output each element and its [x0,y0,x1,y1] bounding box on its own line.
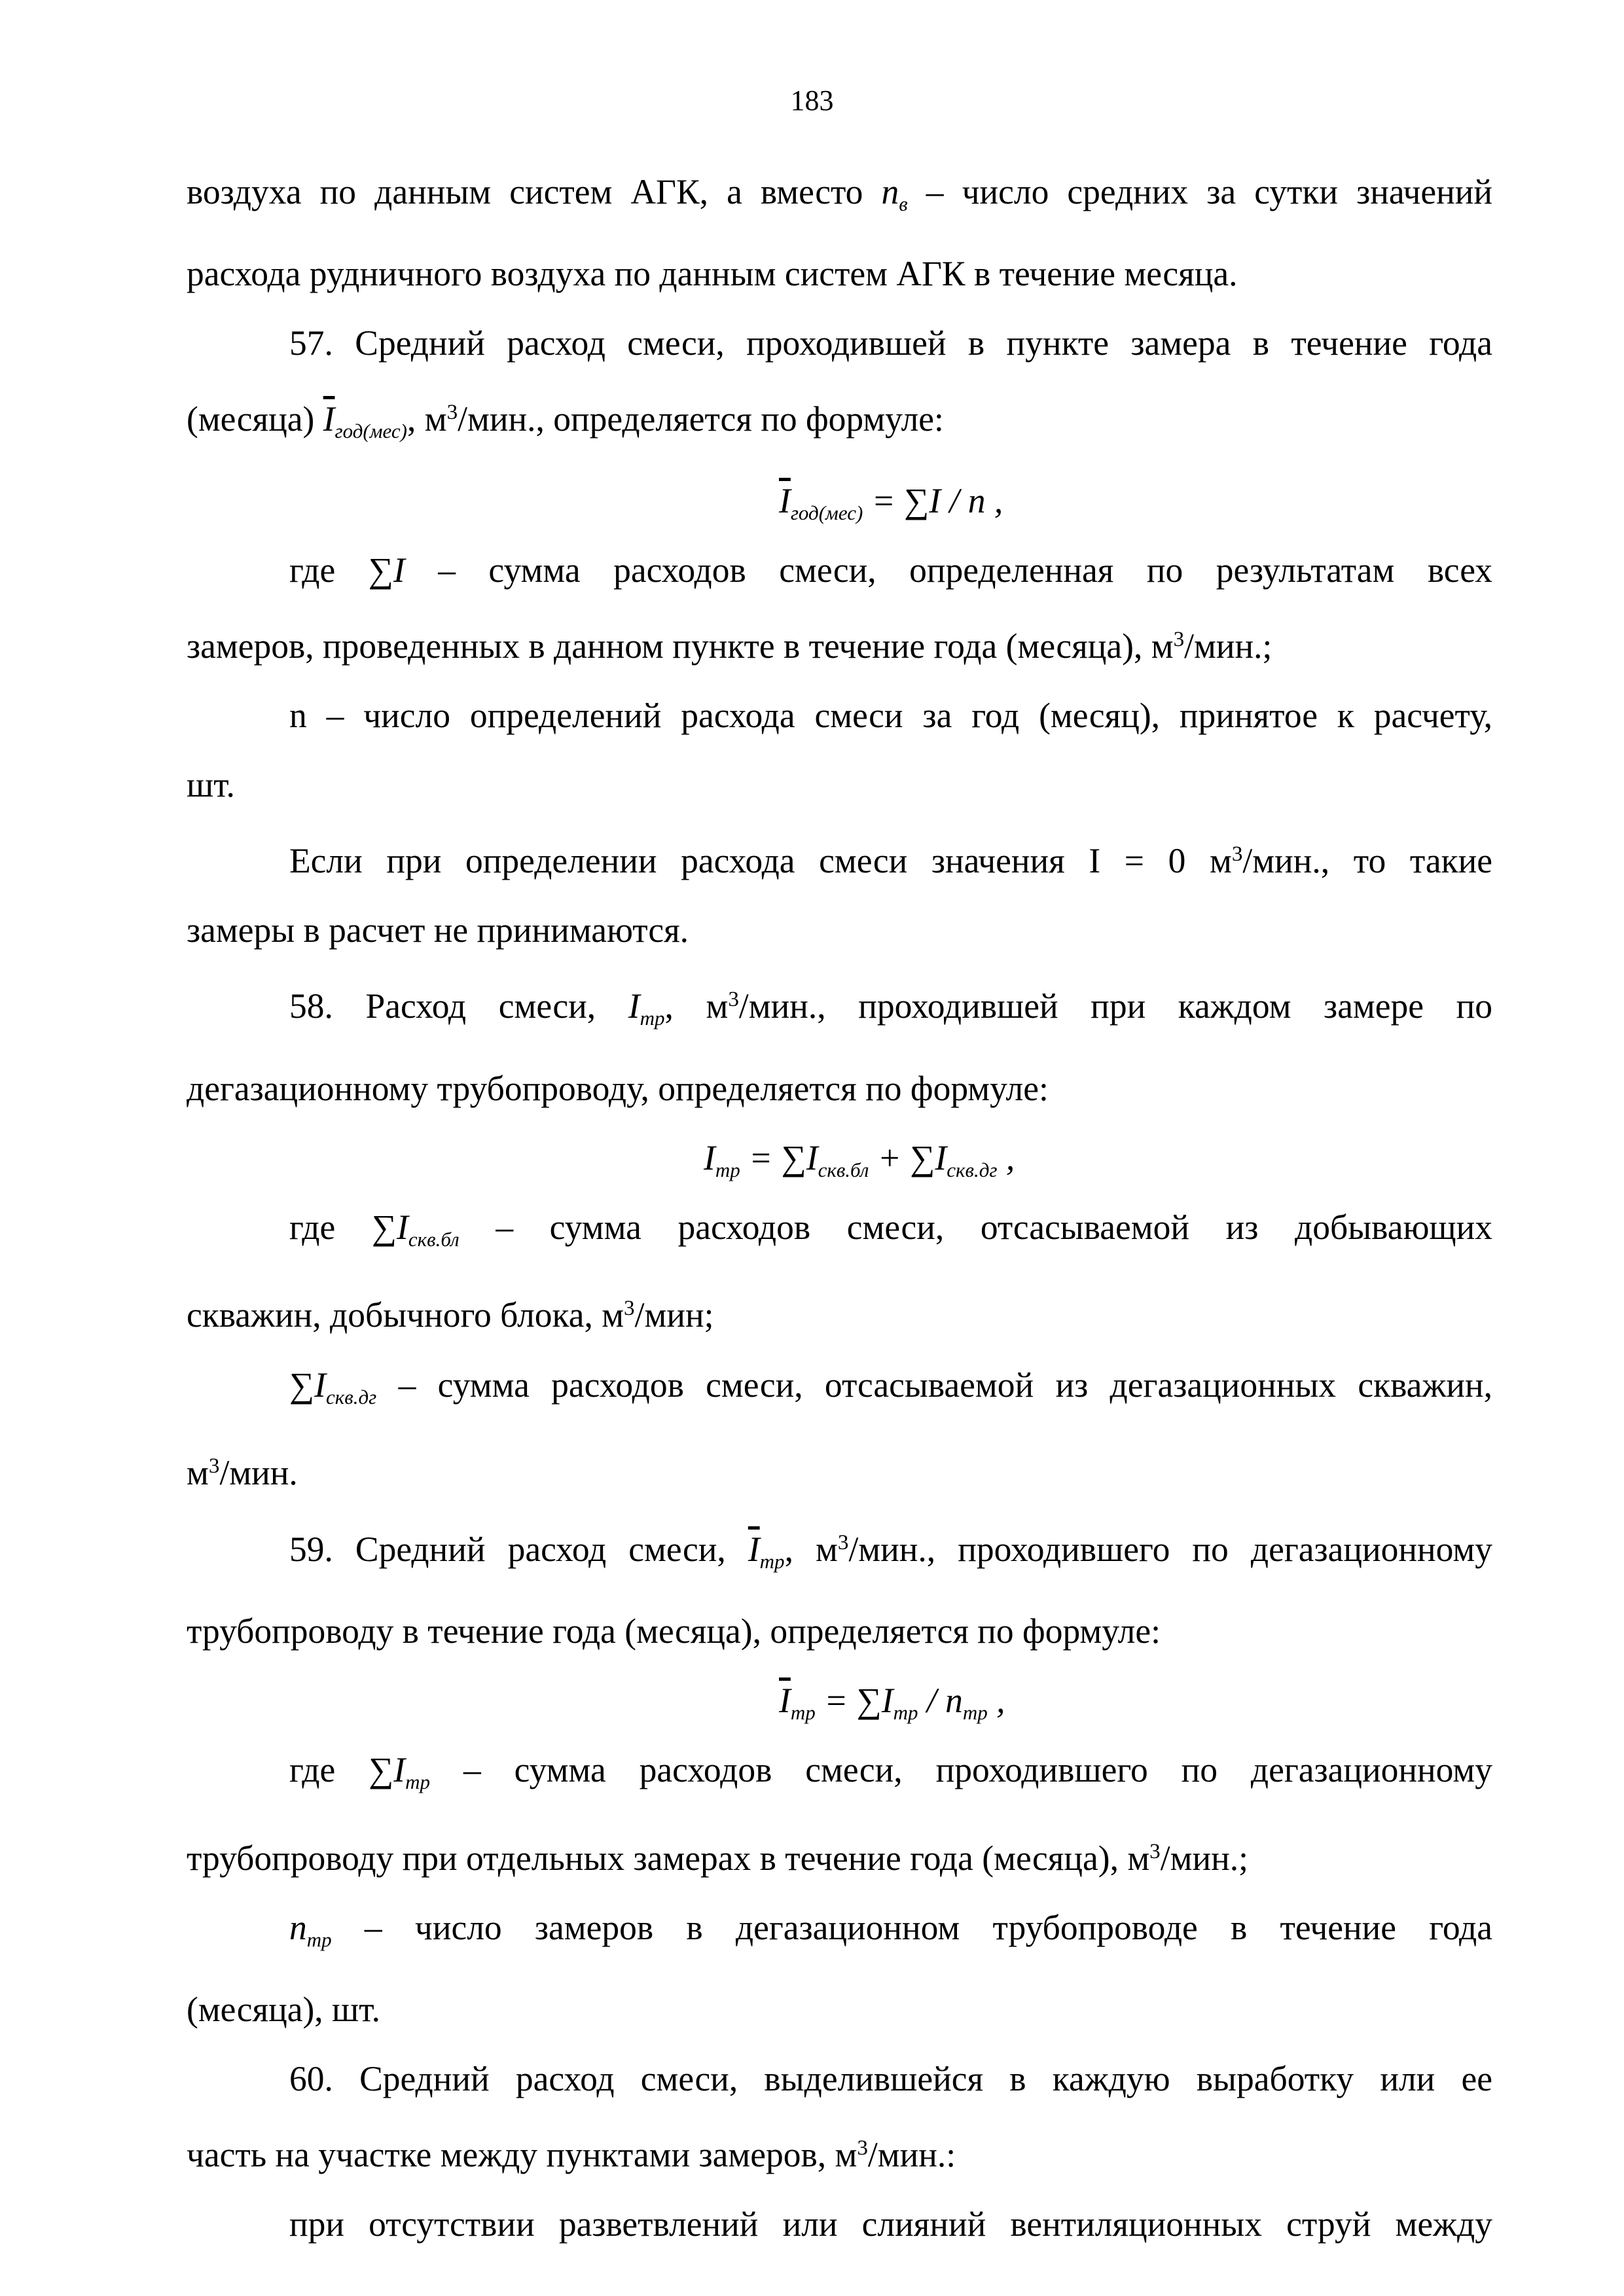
where-58-line1: где $\sum I_{скв.бл}$ – сумма расходов смеси, отсасываемой из добывающих [289,1207,1493,1251]
zero-rule-line1: Если при определении расхода смеси значения I = 0 $м^3$/мин., то такие [289,841,1492,881]
formula-59: $\overline{I}_{тр} = \sum I_{тр} / n_{тр}$ , [779,1680,1005,1724]
where-57-line2: замеров, проведенных в данном пункте в течение года (месяца), $м^3$/мин.; [187,626,1272,666]
item-58-line2: дегазационному трубопроводу, определяется по формуле: [187,1068,1049,1108]
item-60-line2: часть на участке между пунктами замеров, $м^3$/мин.: [187,2134,956,2174]
item-58-line1: 58. Расход смеси, $I_{тр}$, $м^3$/мин., проходившей при каждом замере по [289,986,1492,1030]
paragraph-continuation-line2: расхода рудничного воздуха по данным систем АГК в течение месяца. [187,253,1238,293]
formula-58: $I_{тр} = \sum I_{скв.бл} + \sum I_{скв.дг}$ , [704,1138,1015,1181]
n-definition-line1: n – число определений расхода смеси за год (месяц), принятое к расчету, [289,696,1492,736]
where-59b-line1: $n_{тр}$ – число замеров в дегазационном трубопроводе в течение года [289,1907,1492,1951]
where-58b-line1: $\sum I_{скв.дг}$ – сумма расходов смеси, отсасываемой из дегазационных скважин, [289,1365,1493,1408]
where-58b-line2: $м^3$/мин. [187,1453,298,1493]
n-definition-line2: шт. [187,765,235,805]
item-59-line2: трубопроводу в течение года (месяца), определяется по формуле: [187,1611,1161,1651]
item-57-line1: 57. Средний расход смеси, проходившей в пункте замера в течение года [289,323,1492,363]
document-body [187,157,1492,2259]
paragraph-continuation-line1: воздуха по данным систем АГК, а вместо $n_в$ – число средних за сутки значений [187,172,1492,215]
where-58-line2: скважин, добычного блока, $м^3$/мин; [187,1295,714,1335]
item-60-line3: при отсутствии разветвлений или слияний вентиляционных струй между [289,2204,1492,2244]
formula-57: $\overline{I}_{год(мес)} = \sum I / n$ , [779,480,1003,524]
zero-rule-line2: замеры в расчет не принимаются. [187,910,689,950]
page-number: 183 [790,84,834,117]
item-57-line2: (месяца) $\overline{I}_{год(мес)}$, $м^3$/мин., определяется по формуле: [187,399,944,442]
where-59-line1: где $\sum I_{тр}$ – сумма расходов смеси, проходившего по дегазационному [289,1749,1493,1793]
where-59-line2: трубопроводу при отдельных замерах в течение года (месяца), $м^3$/мин.; [187,1838,1248,1878]
item-60-line1: 60. Средний расход смеси, выделившейся в каждую выработку или ее [289,2058,1492,2098]
where-57-line1: где ∑I – сумма расходов смеси, определенная по результатам всех [289,550,1492,590]
where-59b-line2: (месяца), шт. [187,1989,380,2029]
item-59-line1: 59. Средний расход смеси, $\overline{I}_{тр}$, $м^3$/мин., проходившего по дегазационному [289,1529,1492,1573]
